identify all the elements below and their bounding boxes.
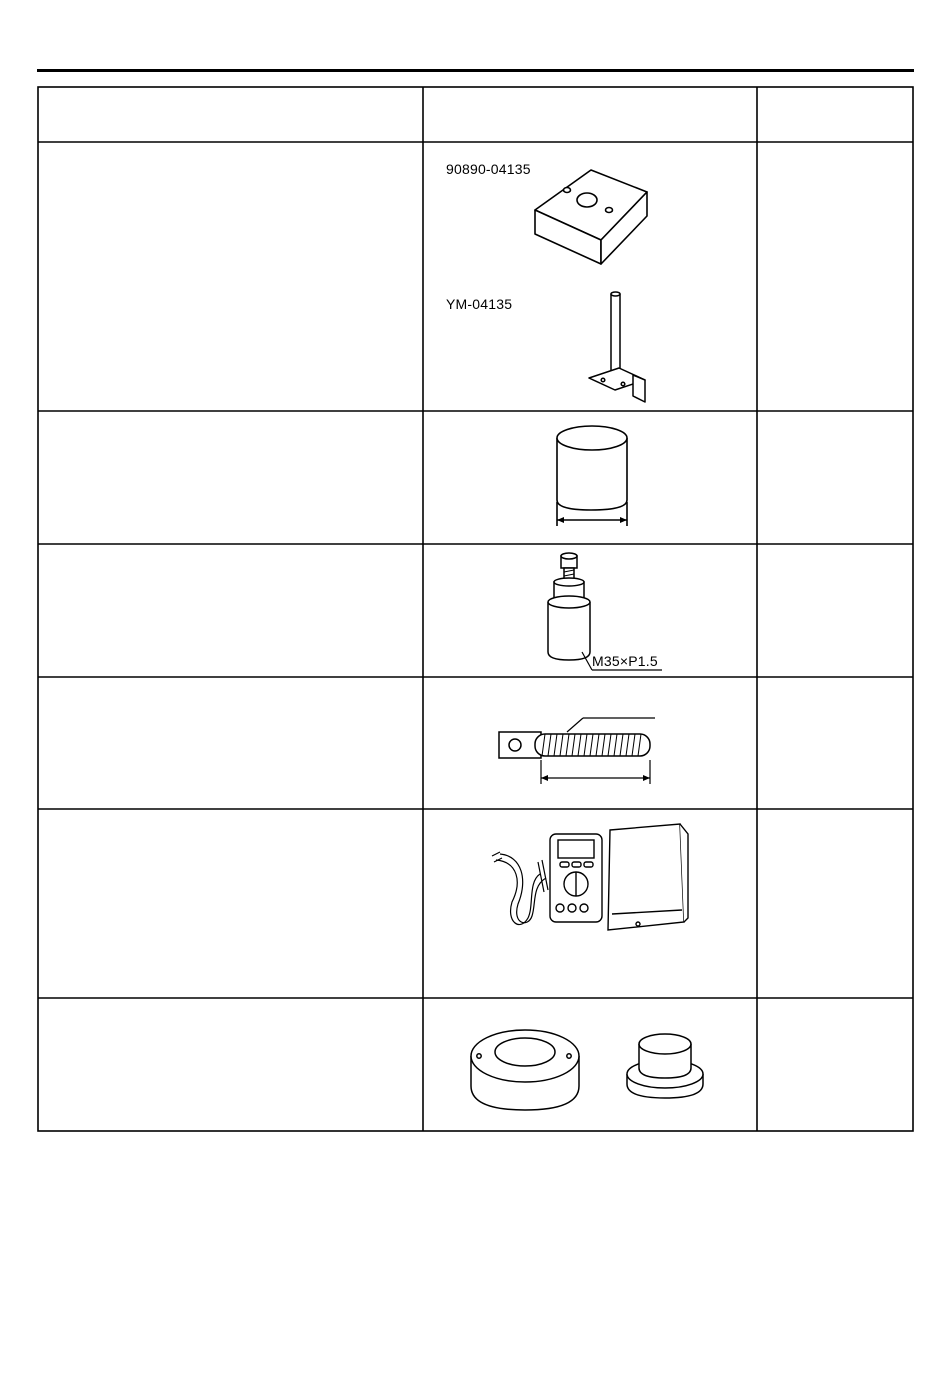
cup-tool-illustration: [545, 420, 640, 530]
ring-and-cap-illustration: [465, 1022, 715, 1117]
tool-number-label: 90890-04135: [446, 161, 531, 177]
plate-tool-illustration: [525, 158, 655, 268]
table-grid-lines: [37, 86, 914, 1132]
threaded-bolt-illustration: [495, 710, 660, 790]
rod-tool-illustration: [585, 290, 655, 408]
special-tools-table: [37, 86, 914, 1132]
tool-number-label: YM-04135: [446, 296, 513, 312]
multimeter-kit-illustration: [488, 822, 693, 937]
thread-size-label: M35×P1.5: [592, 653, 658, 669]
page-top-rule: [37, 69, 914, 72]
